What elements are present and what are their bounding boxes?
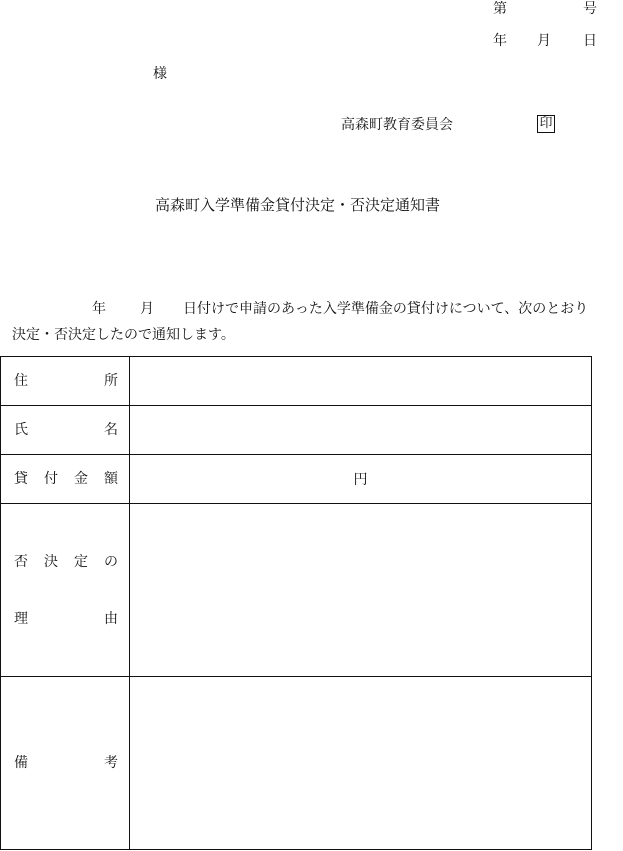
reason-label-cell	[1, 504, 130, 677]
amount-label-char: 貸	[14, 471, 28, 487]
intro-line2: 決定・否決定したので通知します。	[12, 327, 235, 343]
name-label-cell	[1, 406, 130, 455]
address-label-char: 所	[104, 373, 118, 389]
amount-label-char: 付	[44, 471, 58, 487]
address-label-cell	[1, 357, 130, 406]
number-label-go: 号	[583, 1, 597, 17]
name-value-cell[interactable]	[130, 406, 592, 455]
name-label-char: 名	[104, 422, 118, 438]
remarks-value-cell[interactable]	[130, 677, 592, 850]
reason-value-cell[interactable]	[130, 504, 592, 677]
reason-label-line1	[14, 553, 118, 571]
reason-label-char: 理	[14, 610, 28, 627]
table-row-remarks	[1, 677, 592, 850]
remarks-label-char: 備	[14, 755, 28, 771]
amount-label-char: 金	[74, 471, 88, 487]
remarks-label-cell	[1, 677, 130, 850]
name-label-char: 氏	[14, 422, 28, 438]
reason-label-char: 由	[104, 610, 118, 627]
address-label-char: 住	[14, 373, 28, 389]
amount-label-char: 額	[104, 471, 118, 487]
address-value-cell[interactable]	[130, 357, 592, 406]
date-month-label: 月	[537, 33, 551, 49]
amount-label-cell	[1, 455, 130, 504]
reason-label-char: 定	[74, 553, 88, 570]
intro-line1: 日付けで申請のあった入学準備金の貸付けについて、次のとおり	[183, 301, 589, 317]
yen-unit: 円	[353, 472, 368, 488]
document-title: 高森町入学準備金貸付決定・否決定通知書	[155, 196, 441, 214]
amount-value-cell[interactable]	[130, 455, 592, 504]
loan-decision-table	[0, 356, 592, 850]
intro-month-label: 月	[140, 301, 154, 317]
remarks-label-char: 考	[104, 755, 118, 771]
table-row-name	[1, 406, 592, 455]
table-row-amount	[1, 455, 592, 504]
date-year-label: 年	[493, 33, 507, 49]
reason-label-char: 決	[44, 553, 58, 570]
reason-label-char: の	[104, 553, 118, 570]
table-row-reason	[1, 504, 592, 677]
seal-stamp: 印	[537, 115, 555, 133]
number-label-dai: 第	[493, 1, 507, 17]
date-day-label: 日	[583, 33, 597, 49]
issuer-name: 高森町教育委員会	[341, 117, 453, 133]
intro-year-label: 年	[92, 301, 106, 317]
reason-label-line2	[14, 610, 118, 628]
table-row-address	[1, 357, 592, 406]
addressee-suffix: 様	[153, 66, 167, 82]
reason-label-char: 否	[14, 553, 28, 570]
